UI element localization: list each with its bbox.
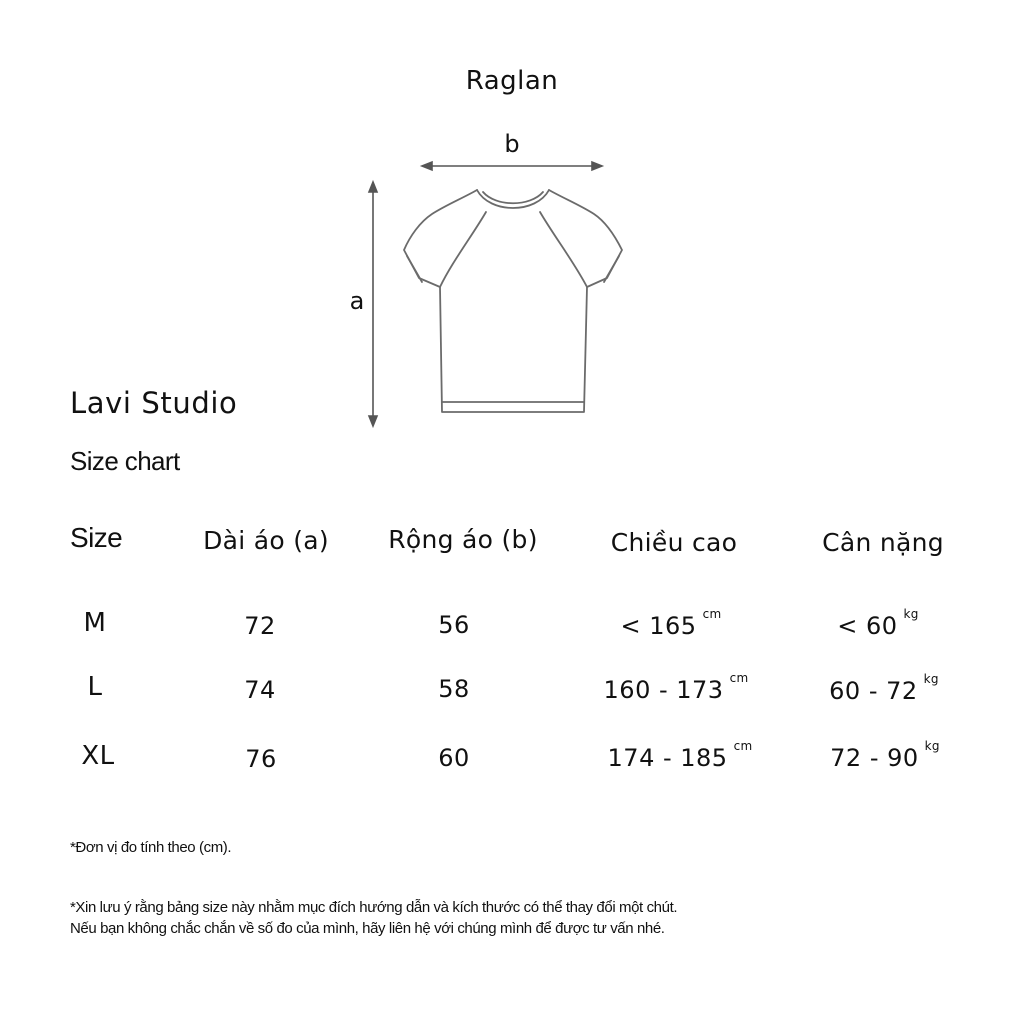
- height-unit: cm: [729, 671, 749, 685]
- weight-value: < 60: [837, 612, 898, 640]
- table-row-size: L: [87, 672, 103, 702]
- weight-value: 60 - 72: [829, 677, 918, 705]
- height-value: 160 - 173: [603, 676, 724, 704]
- table-row-weight: [830, 739, 940, 772]
- disclaimer-line: *Xin lưu ý rằng bảng size này nhằm mục đích hướng dẫn và kích thước có thể thay đổi một chút.: [70, 899, 678, 916]
- width-label: b: [504, 130, 520, 158]
- table-row-size: M: [83, 608, 107, 638]
- weight-unit: kg: [903, 607, 919, 621]
- disclaimer-note: [70, 897, 677, 939]
- length-label: a: [349, 287, 365, 315]
- table-row-height: [603, 671, 749, 704]
- height-unit: cm: [733, 739, 753, 753]
- table-row-height: [620, 607, 722, 640]
- header-size: Size: [70, 522, 123, 553]
- weight-unit: kg: [924, 739, 940, 753]
- height-value: < 165: [620, 612, 697, 640]
- style-title: Raglan: [465, 66, 559, 96]
- weight-value: 72 - 90: [830, 744, 919, 772]
- disclaimer-line: Nếu bạn không chắc chắn về số đo của mình, hãy liên hệ với chúng mình để được tư vấn nhé.: [70, 920, 665, 937]
- table-row-weight: [837, 607, 919, 640]
- table-row-height: [607, 739, 753, 772]
- tshirt-outline: [404, 190, 622, 412]
- table-row-length: 76: [245, 745, 277, 773]
- length-dimension-arrow: [369, 182, 377, 426]
- size-chart-subtitle: Size chart: [70, 446, 180, 476]
- height-unit: cm: [702, 607, 722, 621]
- width-dimension-arrow: [422, 162, 602, 170]
- brand-name: Lavi Studio: [70, 386, 238, 420]
- weight-unit: kg: [923, 672, 939, 686]
- height-value: 174 - 185: [607, 744, 728, 772]
- table-row-width: 56: [438, 611, 470, 639]
- tshirt-diagram: [0, 0, 1024, 440]
- header-length: Dài áo (a): [203, 526, 329, 555]
- table-row-width: 60: [438, 744, 470, 772]
- header-width: Rộng áo (b): [388, 525, 538, 554]
- table-row-length: 74: [244, 676, 276, 704]
- table-row-weight: [829, 672, 939, 705]
- header-weight: Cân nặng: [822, 528, 944, 557]
- unit-note: *Đơn vị đo tính theo (cm).: [70, 839, 232, 856]
- table-row-length: 72: [244, 612, 276, 640]
- table-row-width: 58: [438, 675, 470, 703]
- table-row-size: XL: [81, 741, 115, 771]
- header-height: Chiều cao: [610, 528, 738, 557]
